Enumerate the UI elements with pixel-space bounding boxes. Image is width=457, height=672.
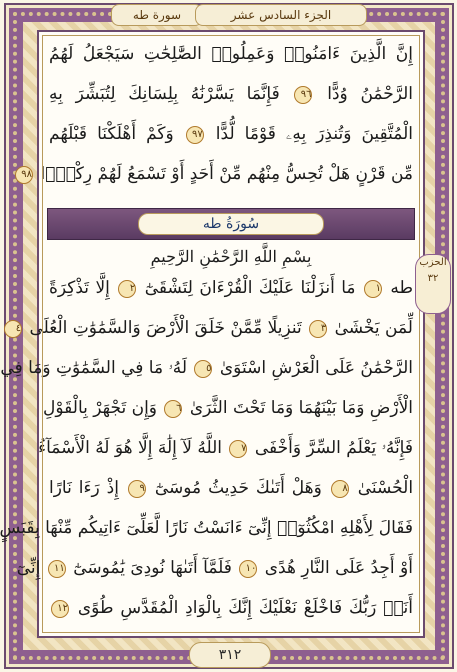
verse-text: لِّمَن يَخْشَىٰ: [334, 318, 413, 338]
verse-text: الرَّحْمَٰنُ وُدًّا: [327, 84, 414, 104]
verse-line: [0, 518, 413, 550]
ayah-number-marker: ٣: [309, 320, 327, 338]
ayah-number-marker: ٧: [229, 440, 247, 458]
verse-line: [16, 558, 413, 590]
basmala: بِسْمِ اللَّهِ الرَّحْمَٰنِ الرَّحِيمِ: [150, 247, 312, 266]
verse-line: [49, 478, 413, 510]
mushaf-page: [0, 30, 425, 638]
verse-text: طه: [390, 278, 414, 298]
verse-text: فَإِنَّمَا يَسَّرْنَٰهُ بِلِسَانِكَ لِتُبَشِّرَ بِهِ: [49, 84, 280, 104]
verse-line: [15, 318, 413, 350]
ayah-number-marker: ١: [364, 280, 382, 298]
hizb-number: ٣٢: [427, 273, 439, 284]
surah-title-banner: [47, 208, 415, 240]
page-number: ٣١٢: [189, 642, 271, 668]
verse-line: [43, 398, 413, 430]
hizb-marker: [415, 254, 451, 314]
ayah-number-marker: ١٢: [51, 600, 69, 618]
verse-text: اللَّهُ لَآ إِلَٰهَ إِلَّا هُوَ لَهُ الْأَسْمَآءُ: [38, 438, 223, 458]
verse-line: [49, 44, 413, 76]
ayah-number-marker: ٤: [4, 320, 22, 338]
ayah-number-marker: ٥: [194, 360, 212, 378]
verse-text: تَنزِيلًا مِّمَّنْ خَلَقَ الْأَرْضَ وَالسَّمَٰوَٰتِ الْعُلَى: [29, 318, 302, 338]
verse-line: [49, 84, 413, 116]
verse-text: لَهُۥ مَا فِي السَّمَٰوَٰتِ وَمَا فِي: [0, 358, 188, 378]
ayah-number-marker: ٩٨: [15, 166, 33, 184]
ayah-number-marker: ٦: [164, 400, 182, 418]
verse-text: الرَّحْمَٰنُ عَلَى الْعَرْشِ اسْتَوَىٰ: [219, 358, 413, 378]
verse-text: إِذْ رَءَا نَارًا: [49, 478, 119, 498]
juz-header: الجزء السادس عشر: [195, 4, 367, 26]
verse-text: مَا أَنزَلْنَا عَلَيْكَ الْقُرْءَانَ لِتَشْقَىٰٓ: [144, 278, 356, 298]
verse-text: أَنَا۠ رَبُّكَ فَاخْلَعْ نَعْلَيْكَ إِنَّكَ بِالْوَادِ الْمُقَدَّسِ طُوًى: [77, 598, 413, 618]
verse-line: [21, 164, 413, 196]
ayah-number-marker: ٩: [128, 480, 146, 498]
verse-text: إِلَّا تَذْكِرَةً: [49, 278, 110, 298]
verse-text: فَإِنَّهُۥ يَعْلَمُ السِّرَّ وَأَخْفَى: [254, 438, 413, 458]
ayah-number-marker: ٩٦: [294, 86, 312, 104]
verse-text: وَإِن تَجْهَرْ بِالْقَوْلِ: [43, 398, 158, 418]
verse-text: وَهَلْ أَتَىٰكَ حَدِيثُ مُوسَىٰٓ: [154, 478, 322, 498]
verse-line: [49, 278, 413, 310]
ayah-number-marker: ٩٧: [186, 126, 204, 144]
verse-text: فَقَالَ لِأَهْلِهِ امْكُثُوٓا۟ إِنِّىٓ ءَانَسْتُ نَارًا لَّعَلِّىٓ ءَاتِيكُم مِّنْهَا بِقَبَسٍ: [0, 518, 413, 538]
ayah-number-marker: ٢: [118, 280, 136, 298]
verse-text: مِّن قَرْنٍ هَلْ تُحِسُّ مِنْهُم مِّنْ أَحَدٍ أَوْ تَسْمَعُ لَهُمْ رِكْزًۢا: [40, 164, 413, 184]
verse-text: إِنَّ الَّذِينَ ءَامَنُوا۟ وَعَمِلُوا۟ الصَّٰلِحَٰتِ سَيَجْعَلُ لَهُمُ: [49, 44, 413, 64]
verse-text: الْمُتَّقِينَ وَتُنذِرَ بِهِۦ قَوْمًا لُّدًّا: [215, 124, 413, 144]
verse-line: [49, 124, 413, 156]
verse-text: فَلَمَّآ أَتَىٰهَا نُودِىَ يَٰمُوسَىٰٓ: [73, 558, 232, 578]
hizb-label: الحزب: [419, 257, 447, 268]
verse-text: وَكَمْ أَهْلَكْنَا قَبْلَهُم: [49, 124, 174, 144]
ayah-number-marker: ٨: [331, 480, 349, 498]
surah-name-header: سورة طه: [111, 4, 203, 26]
verse-line: [49, 598, 413, 630]
surah-title: سُورَةُ طه: [138, 213, 324, 235]
verse-text: الْأَرْضِ وَمَا بَيْنَهُمَا وَمَا تَحْتَ الثَّرَىٰ: [189, 398, 413, 418]
verse-line: [0, 358, 413, 390]
verse-text: أَوْ أَجِدُ عَلَى النَّارِ هُدًى: [264, 558, 413, 578]
verse-line: [38, 438, 413, 470]
ayah-number-marker: ١١: [48, 560, 66, 578]
ayah-number-marker: ١٠: [239, 560, 257, 578]
verse-text: إِنِّىٓ: [16, 558, 41, 578]
verse-text: الْحُسْنَىٰ: [357, 478, 414, 498]
